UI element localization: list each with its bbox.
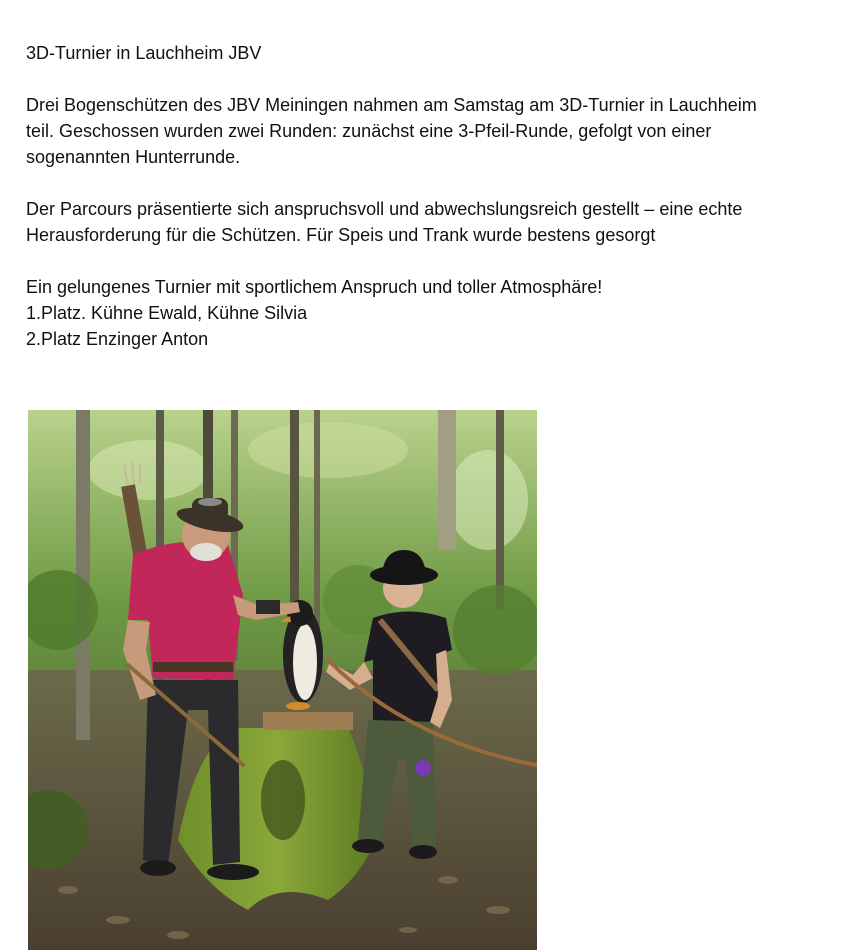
forest-archers-photo [28, 410, 537, 950]
paragraph-line: teil. Geschossen wurden zwei Runden: zunächst eine 3-Pfeil-Runde, gefolgt von einer [26, 121, 712, 141]
spacer [26, 248, 836, 274]
paragraph-line: Der Parcours präsentierte sich anspruchsvoll und abwechslungsreich gestellt – eine echte [26, 199, 743, 219]
spacer [26, 170, 836, 196]
document-body [26, 40, 836, 352]
paragraph-line: Drei Bogenschützen des JBV Meiningen nahmen am Samstag am 3D-Turnier in Lauchheim [26, 95, 757, 115]
spacer [26, 66, 836, 92]
result-second-place: 2.Platz Enzinger Anton [26, 329, 209, 349]
document-title: 3D-Turnier in Lauchheim JBV [26, 43, 262, 63]
paragraph-line: sogenannten Hunterrunde. [26, 147, 241, 167]
closing-sentence: Ein gelungenes Turnier mit sportlichem Anspruch und toller Atmosphäre! [26, 277, 603, 297]
result-first-place: 1.Platz. Kühne Ewald, Kühne Silvia [26, 303, 308, 323]
paragraph-line: Herausforderung für die Schützen. Für Speis und Trank wurde bestens gesorgt [26, 225, 656, 245]
